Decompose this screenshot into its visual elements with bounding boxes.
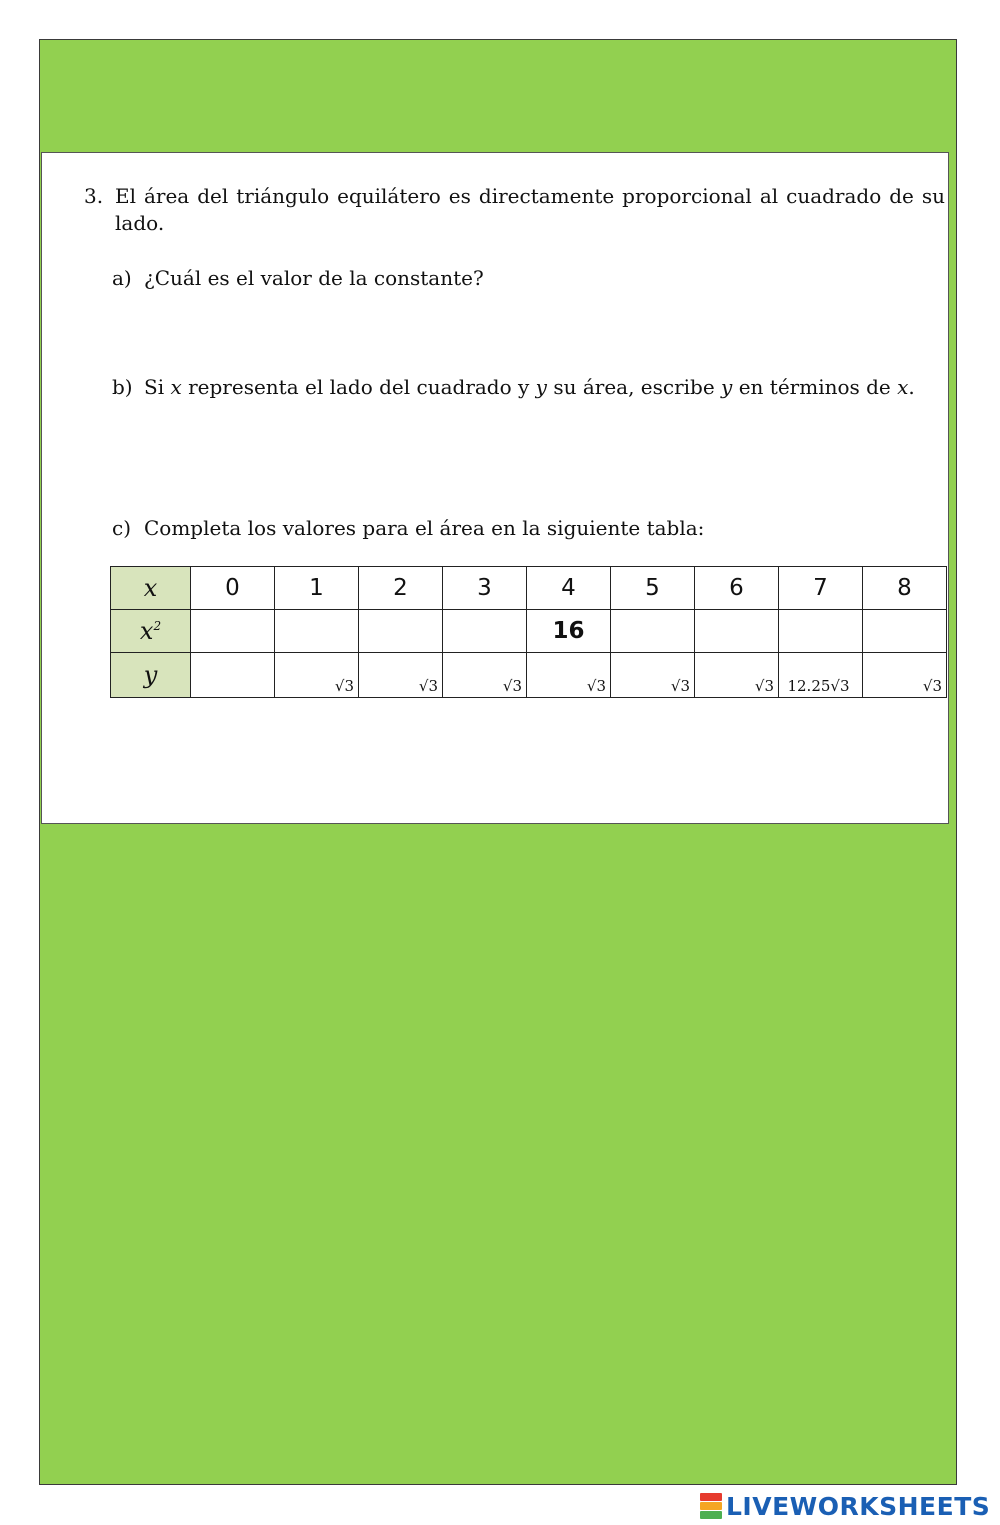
x2-input-cell[interactable] [275,610,359,653]
row-label-x2: $x^2$ [111,610,191,653]
x2-input-cell[interactable] [443,610,527,653]
x2-input-cell[interactable] [779,610,863,653]
x2-input-cell[interactable] [611,610,695,653]
part-c-text: Completa los valores para el área en la siguiente tabla: [144,516,705,540]
x2-input-cell[interactable] [695,610,779,653]
table-row-x [111,567,947,610]
x-cell: 2 [359,567,443,610]
y-input-cell[interactable]: √3 [695,653,779,698]
part-c-label: c) [112,516,132,540]
part-b-text: Si x representa el lado del cuadrado y y su área, escribe y en términos de x. [144,375,915,399]
y-input-cell[interactable]: √3 [611,653,695,698]
question-card [41,152,949,824]
liveworksheets-logo-icon [700,1493,722,1519]
y-input-cell[interactable]: √3 [275,653,359,698]
brand-text: LIVEWORKSHEETS [726,1491,991,1521]
x2-input-cell[interactable] [863,610,947,653]
y-input-cell[interactable]: √3 [359,653,443,698]
x2-cell: 16 [527,610,611,653]
table-row-y [111,653,947,698]
values-table [110,566,947,698]
y-input-cell[interactable] [191,653,275,698]
row-label-x: x [111,567,191,610]
part-a-label: a) [112,266,132,290]
x-cell: 5 [611,567,695,610]
y-input-cell[interactable]: √3 [527,653,611,698]
x-cell: 3 [443,567,527,610]
question-text: El área del triángulo equilátero es directamente proporcional al cuadrado de su lado. [115,184,945,235]
x-cell: 6 [695,567,779,610]
part-b-label: b) [112,375,133,399]
brand-footer[interactable] [700,1492,990,1520]
x-cell: 1 [275,567,359,610]
x-cell: 7 [779,567,863,610]
x-cell: 4 [527,567,611,610]
question-number: 3. [84,184,104,208]
y-input-cell[interactable]: √3 [443,653,527,698]
x2-input-cell[interactable] [359,610,443,653]
x-cell: 8 [863,567,947,610]
part-a-text: ¿Cuál es el valor de la constante? [144,266,484,290]
y-cell: 12.25√3 [779,653,863,698]
table-row-x2 [111,610,947,653]
y-input-cell[interactable]: √3 [863,653,947,698]
x2-input-cell[interactable] [191,610,275,653]
x-cell: 0 [191,567,275,610]
row-label-y: y [111,653,191,698]
